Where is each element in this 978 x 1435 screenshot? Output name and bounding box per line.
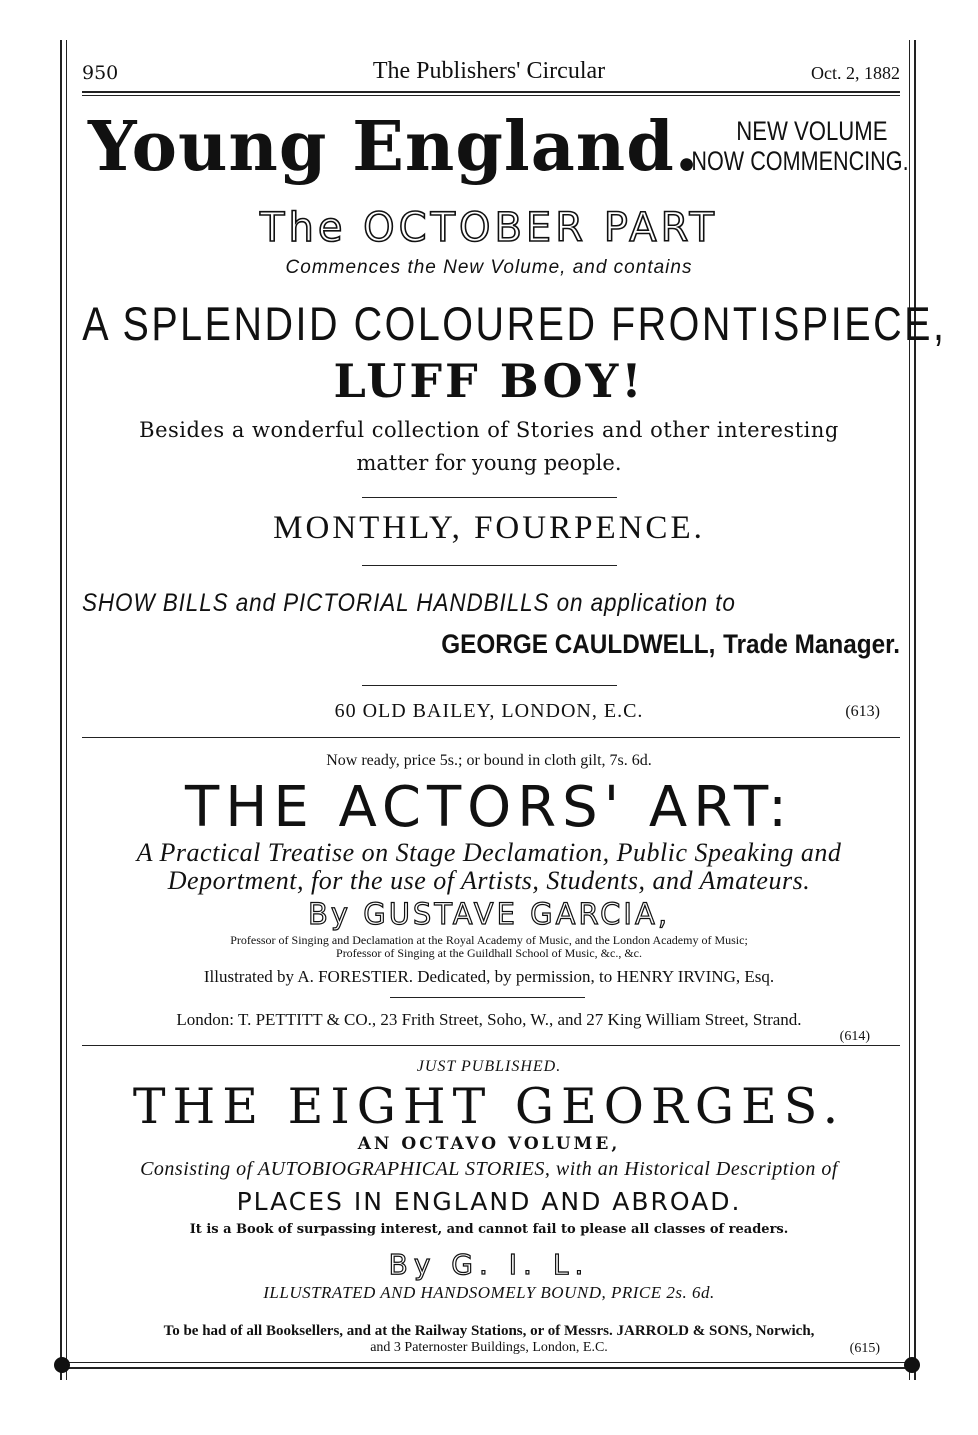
illustrated-dedicated: Illustrated by A. FORESTIER. Dedicated, by permission, to HENRY IRVING, Esq. bbox=[203, 967, 775, 986]
now-commencing-label: NOW COMMENCING. bbox=[691, 146, 909, 176]
places-line: PLACES IN ENGLAND AND ABROAD. bbox=[236, 1187, 742, 1216]
divider-4 bbox=[390, 997, 585, 998]
ad2-bottom-rule bbox=[82, 1045, 900, 1046]
garcia-author: By GUSTAVE GARCIA, bbox=[307, 897, 671, 931]
commences-line: Commences the New Volume, and contains bbox=[285, 257, 693, 278]
actors-art-subtitle-2: Deportment, for the use of Artists, Students, and Amateurs. bbox=[167, 866, 811, 895]
manager-name: GEORGE CAULDWELL, bbox=[441, 629, 716, 659]
actors-art-title: THE ACTORS' ART: bbox=[185, 775, 793, 840]
jarrold-line-1: To be had of all Booksellers, and at the Railway Stations, or of Messrs. JARROLD & SONS, Norwich, bbox=[163, 1323, 815, 1339]
garcia-professor-1: Professor of Singing and Declamation at the Royal Academy of Music, and the London Academy of Music; bbox=[230, 933, 748, 947]
issue-date: Oct. 2, 1882 bbox=[811, 63, 900, 83]
divider-1 bbox=[362, 497, 617, 498]
luff-boy-heading: LUFF BOY! bbox=[333, 354, 645, 408]
ad2-ref: (614) bbox=[839, 1029, 870, 1044]
journal-title: The Publishers' Circular bbox=[372, 58, 606, 84]
just-published: JUST PUBLISHED. bbox=[416, 1058, 562, 1075]
header-rule-thick bbox=[82, 91, 900, 93]
frontispiece-line bbox=[0, 296, 978, 351]
ad1-bottom-rule bbox=[82, 737, 900, 738]
eight-georges-title: THE EIGHT GEORGES. bbox=[132, 1078, 846, 1135]
footer-rule-thick bbox=[62, 1367, 914, 1369]
illustrated-price: ILLUSTRATED AND HANDSOMELY BOUND, PRICE 2s. 6d. bbox=[263, 1283, 715, 1302]
corner-ornament-left-icon bbox=[54, 1357, 70, 1373]
manager-title: Trade Manager. bbox=[723, 629, 900, 659]
monthly-fourpence: MONTHLY, FOURPENCE. bbox=[273, 510, 705, 546]
old-bailey-address: 60 OLD BAILEY, LONDON, E.C. bbox=[334, 700, 644, 722]
header-rule-thin bbox=[82, 95, 900, 96]
by-gil: By G. I. L. bbox=[388, 1248, 590, 1281]
actors-art-price: Now ready, price 5s.; or bound in cloth gilt, 7s. 6d. bbox=[326, 752, 652, 769]
corner-ornament-right-icon bbox=[904, 1357, 920, 1373]
new-volume-label: NEW VOLUME bbox=[736, 116, 888, 146]
garcia-professor-2: Professor of Singing at the Guildhall School of Music, &c., &c. bbox=[336, 946, 642, 960]
jarrold-line-2: and 3 Paternoster Buildings, London, E.C. bbox=[370, 1340, 608, 1355]
show-bills-line: SHOW BILLS and PICTORIAL HANDBILLS on application to bbox=[82, 589, 736, 617]
divider-2 bbox=[362, 565, 617, 566]
divider-3 bbox=[362, 685, 617, 686]
ad1-ref: (613) bbox=[845, 703, 880, 720]
consisting-line: Consisting of AUTOBIOGRAPHICAL STORIES, with an Historical Description of bbox=[140, 1158, 838, 1180]
pettitt-address: London: T. PETTITT & CO., 23 Frith Street, Soho, W., and 27 King William Street, Strand. bbox=[176, 1010, 802, 1029]
octavo-volume: AN OCTAVO VOLUME, bbox=[357, 1134, 621, 1154]
october-part-heading: The OCTOBER PART bbox=[260, 205, 718, 251]
besides-line-1: Besides a wonderful collection of Stories and other interesting bbox=[139, 418, 839, 442]
besides-line-2: matter for young people. bbox=[356, 451, 622, 475]
actors-art-subtitle-1: A Practical Treatise on Stage Declamation, Public Speaking and bbox=[136, 838, 842, 867]
footer-rule-thin bbox=[62, 1362, 914, 1363]
young-england-title: Young England. bbox=[88, 107, 700, 187]
page-number: 950 bbox=[82, 62, 119, 84]
manager-line bbox=[396, 629, 900, 660]
surpassing-line: It is a Book of surpassing interest, and cannot fail to please all classes of readers. bbox=[189, 1222, 789, 1237]
frontispiece-text: A SPLENDID COLOURED FRONTISPIECE, bbox=[82, 297, 947, 350]
ad3-ref: (615) bbox=[849, 1341, 880, 1356]
